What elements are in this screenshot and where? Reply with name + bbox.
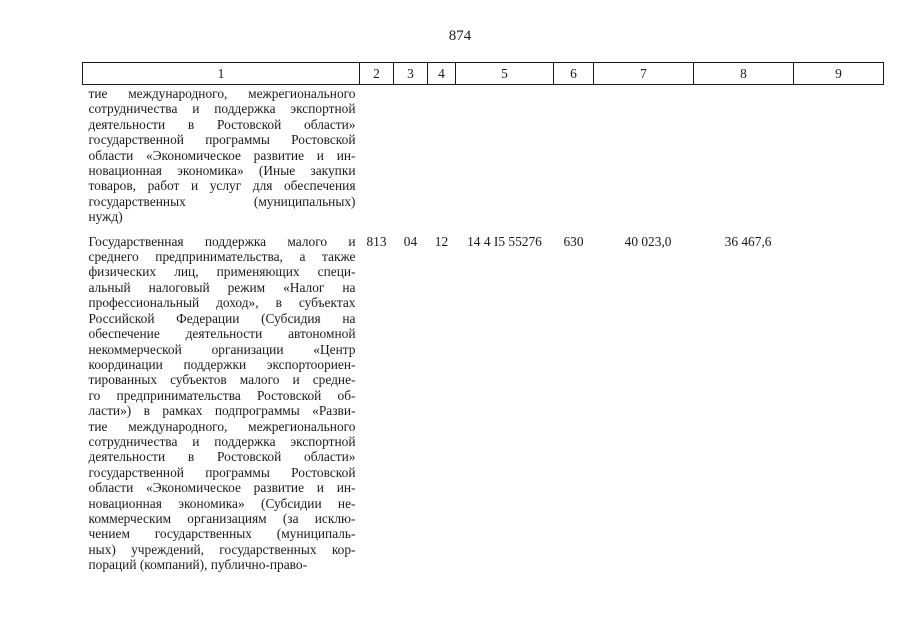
description-line: Российской Федерации (Субсидия на: [88, 310, 356, 326]
budget-table: [82, 62, 884, 577]
column-header-7: 7: [594, 63, 694, 85]
page-number: 874: [448, 28, 472, 44]
description-line: новационная экономика» (Субсидии не-: [88, 495, 356, 511]
description-line: государственной программы Ростовской: [88, 132, 356, 148]
description-line: сотрудничества и поддержка экспортной: [88, 101, 356, 117]
cell-expense-type: [554, 85, 594, 229]
cell-admin-code: 813: [366, 233, 387, 249]
description-line: сотрудничества и поддержка экспортной: [88, 433, 356, 449]
description-line: среднего предпринимательства, а также: [88, 249, 356, 265]
table-body: [83, 85, 884, 577]
description-line: некоммерческой организации «Центр: [88, 341, 356, 357]
cell-target-article: 14 4 I5 55276: [467, 233, 542, 249]
cell-amount-year2: 36 467,6: [724, 233, 772, 249]
cell-amount-year3: [794, 85, 884, 229]
table-header: [83, 63, 884, 85]
column-header-1: 1: [83, 63, 360, 85]
description-line: чением государственных (муниципаль-: [88, 526, 356, 542]
description-line: нужд): [88, 209, 123, 225]
cell-amount-year2: [694, 85, 794, 229]
header-row: [83, 63, 884, 85]
description-line: государственных (муниципальных): [88, 193, 356, 209]
description-line: Государственная поддержка малого и: [88, 233, 356, 249]
cell-subsection: [428, 85, 456, 229]
row-description: [83, 85, 360, 229]
description-line: деятельности в Ростовской области»: [88, 449, 356, 465]
column-header-2: 2: [360, 63, 394, 85]
description-line: области «Экономическое развитие и ин-: [88, 480, 356, 496]
description-line: области «Экономическое развитие и ин-: [88, 147, 356, 163]
cell-admin-code: [360, 85, 394, 229]
description-line: профессиональный доход», в субъектах: [88, 295, 356, 311]
row-description: [83, 229, 360, 577]
description-line: деятельности в Ростовской области»: [88, 116, 356, 132]
cell-target-article: [456, 85, 554, 229]
column-header-8: 8: [694, 63, 794, 85]
description-line: тированных субъектов малого и средне-: [88, 372, 356, 388]
cell-subsection: 12: [434, 233, 449, 249]
cell-section: [394, 85, 428, 229]
column-header-6: 6: [554, 63, 594, 85]
cell-amount-year1: 40 023,0: [624, 233, 672, 249]
description-line: го предпринимательства Ростовской об-: [88, 387, 356, 403]
description-line: государственной программы Ростовской: [88, 464, 356, 480]
column-header-4: 4: [428, 63, 456, 85]
cell-amount-year3: [794, 229, 884, 577]
description-line: пораций (компаний), публично-право-: [88, 557, 308, 573]
description-line: коммерческим организациям (за исклю-: [88, 510, 356, 526]
description-line: ласти») в рамках подпрограммы «Разви-: [88, 403, 356, 419]
description-line: координации поддержки экспортоориен-: [88, 356, 356, 372]
description-line: физических лиц, применяющих специ-: [88, 264, 356, 280]
cell-expense-type: 630: [563, 233, 584, 249]
description-line: новационная экономика» (Иные закупки: [88, 163, 356, 179]
description-line: альный налоговый режим «Налог на: [88, 279, 356, 295]
description-line: тие международного, межрегионального: [88, 418, 356, 434]
description-line: ных) учреждений, государственных кор-: [88, 541, 356, 557]
column-header-3: 3: [394, 63, 428, 85]
table-row: [83, 229, 884, 577]
description-line: товаров, работ и услуг для обеспечения: [88, 178, 356, 194]
description-line: тие международного, межрегионального: [88, 86, 356, 101]
cell-section: 04: [403, 233, 418, 249]
column-header-5: 5: [456, 63, 554, 85]
cell-amount-year1: [594, 85, 694, 229]
description-line: обеспечение деятельности автономной: [88, 326, 356, 342]
table-row: [83, 85, 884, 229]
column-header-9: 9: [794, 63, 884, 85]
